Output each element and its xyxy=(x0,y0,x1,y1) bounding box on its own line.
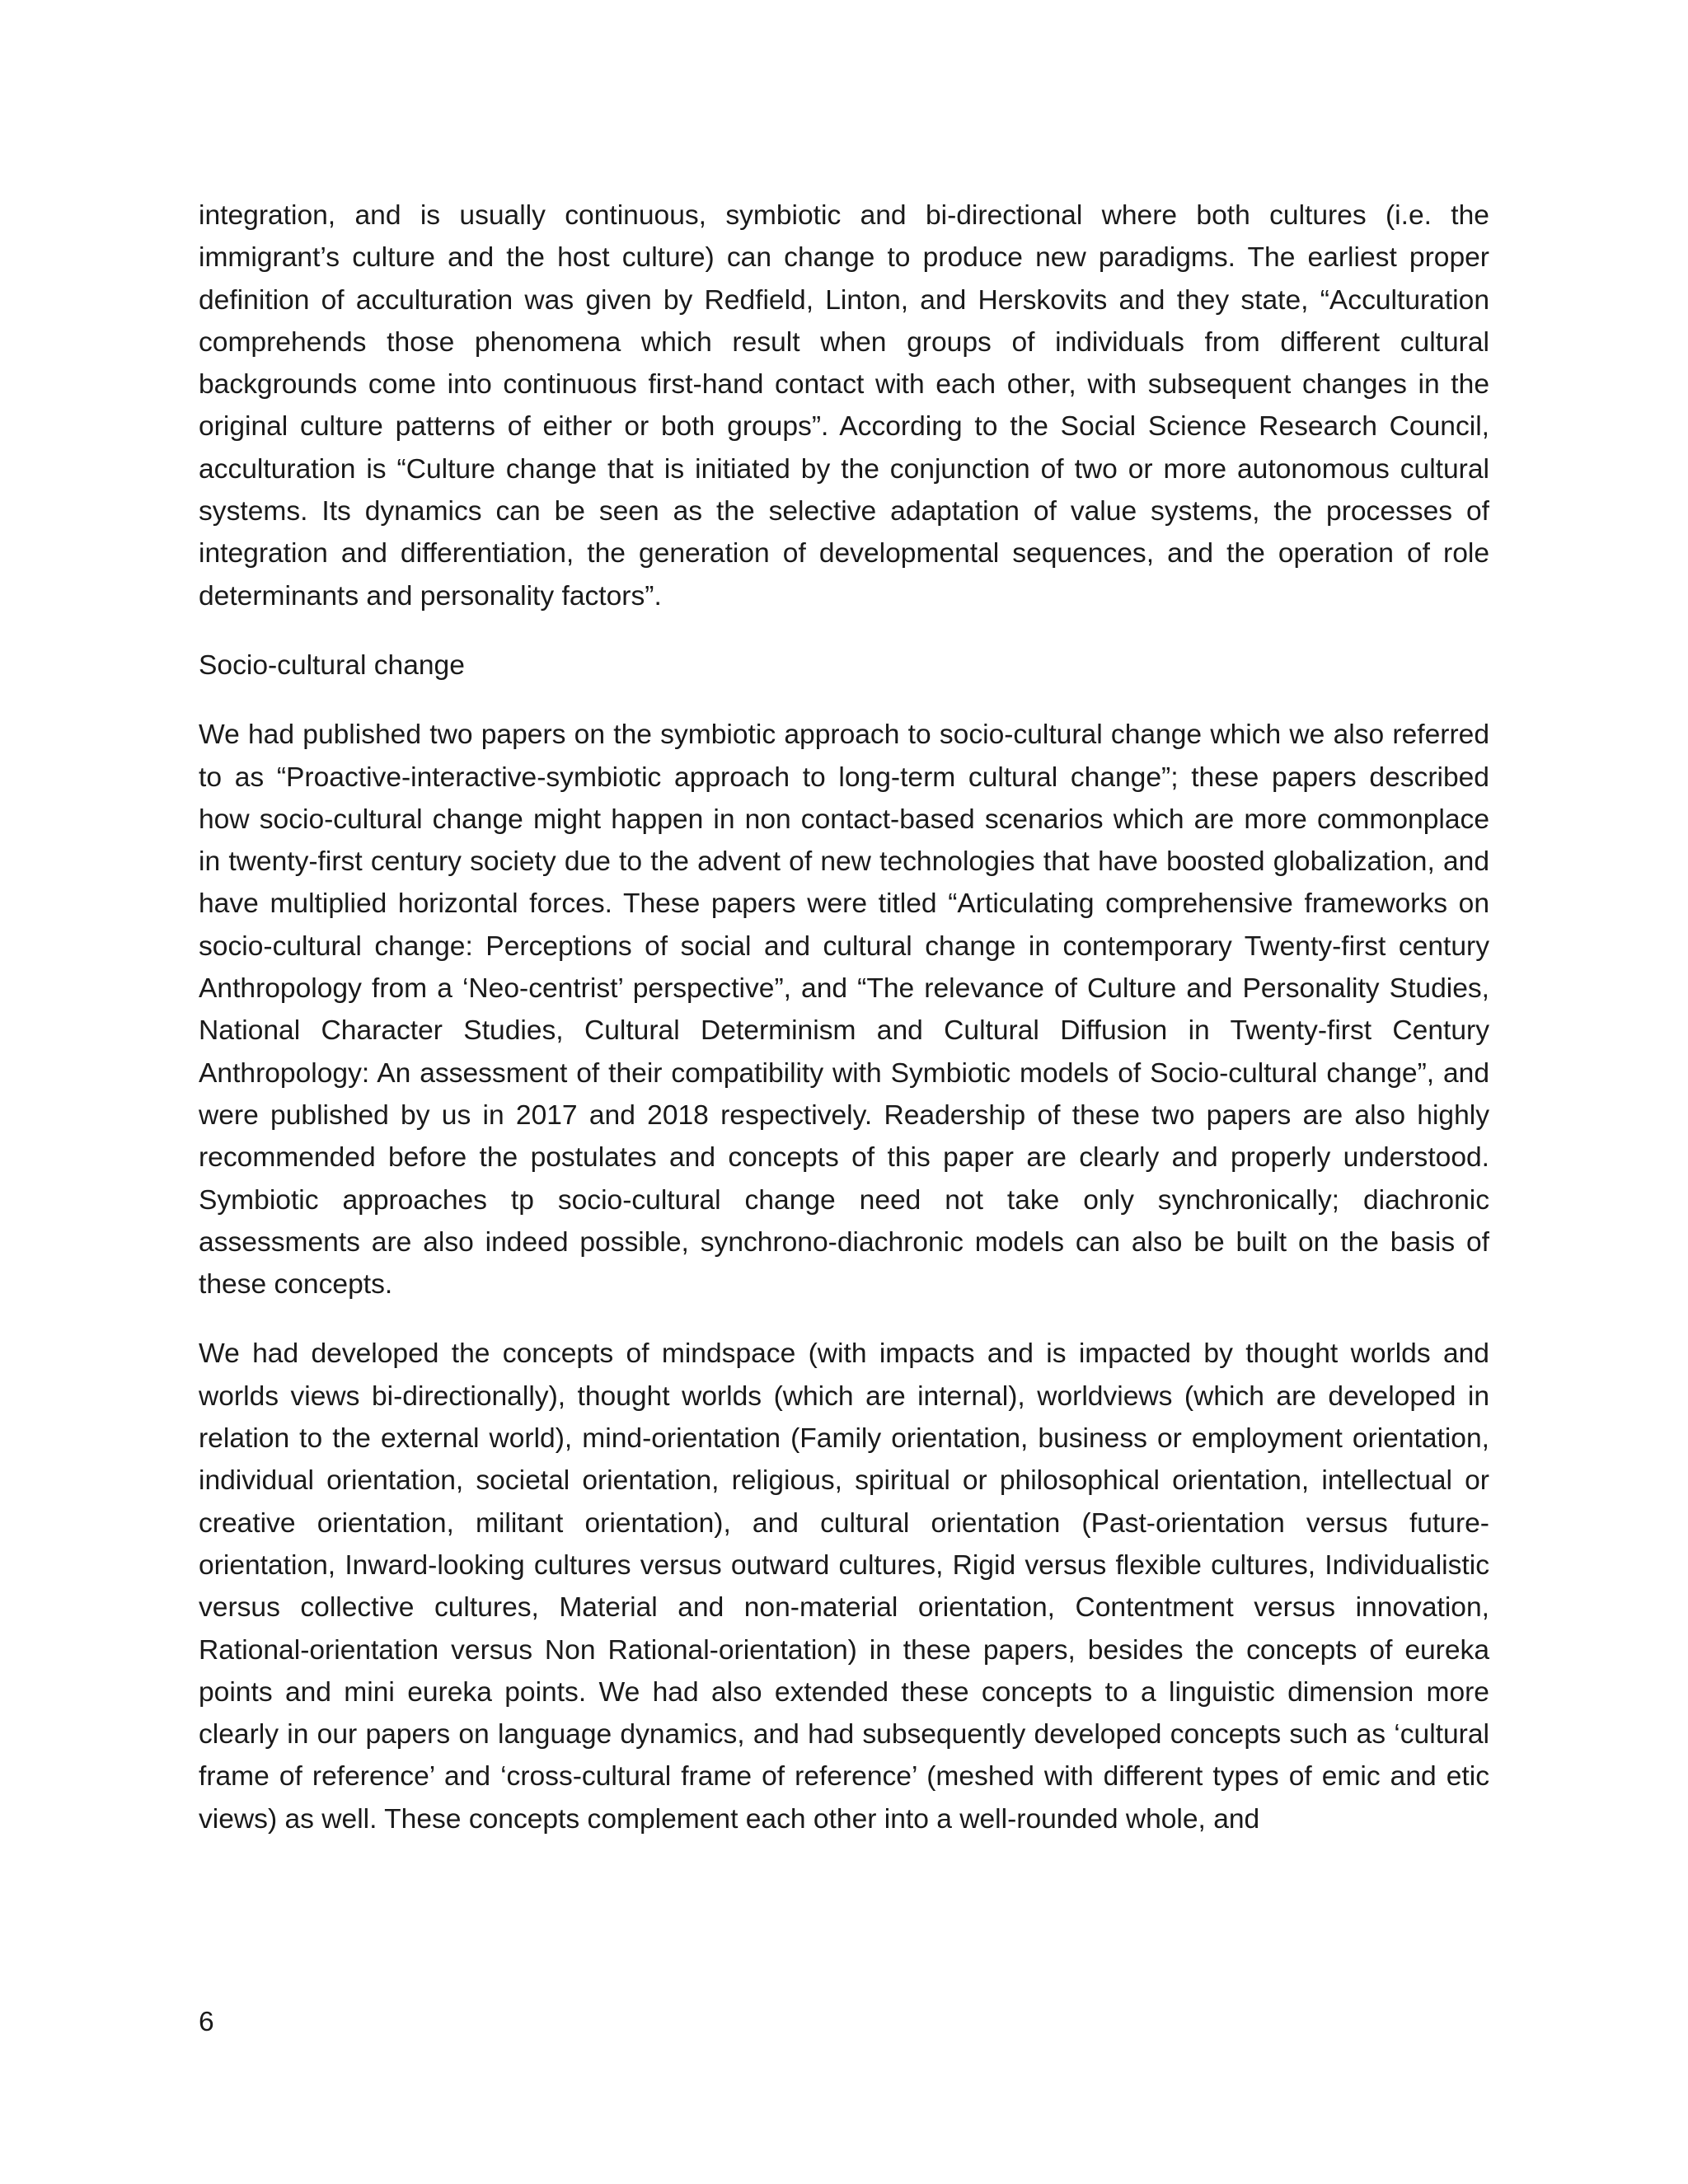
section-heading: Socio-cultural change xyxy=(199,649,465,681)
paragraph-mindspace-concepts: We had developed the concepts of mindspace (with impacts and is impacted by thought worlds and worlds views bi-directionally), thought worlds (which are internal), worldviews (which are developed in relation to the external world), mind-orientation (Family orientation, business or employment orientation, individual orientation, societal orientation, religious, spiritual or philosophical orientation, intellectual or creative orientation, militant orientation), and cultural orientation (Past-orientation versus future-orientation, Inward-looking cultures versus outward cultures, Rigid versus flexible cultures, Individualistic versus collective cultures, Material and non-material orientation, Contentment versus innovation, Rational-orientation versus Non Rational-orientation) in these papers, besides the concepts of eureka points and mini eureka points. We had also extended these concepts to a linguistic dimension more clearly in our papers on language dynamics, and had subsequently developed concepts such as ‘cultural frame of reference’ and ‘cross-cultural frame of reference’ (meshed with different types of emic and etic views) as well. These concepts complement each other into a well-rounded whole, and xyxy=(199,1338,1489,1835)
page-number: 6 xyxy=(199,2007,214,2037)
paragraph-symbiotic-approach: We had published two papers on the symbiotic approach to socio-cultural change which we also referred to as “Proactive-interactive-symbiotic approach to long-term cultural change”; these papers described how socio-cultural change might happen in non contact-based scenarios which are more commonplace in twenty-first century society due to the advent of new technologies that have boosted globalization, and have multiplied horizontal forces. These papers were titled “Articulating comprehensive frameworks on socio-cultural change: Perceptions of social and cultural change in contemporary Twenty-first century Anthropology from a ‘Neo-centrist’ perspective”, and “The relevance of Culture and Personality Studies, National Character Studies, Cultural Determinism and Cultural Diffusion in Twenty-first Century Anthropology: An assessment of their compatibility with Symbiotic models of Socio-cultural change”, and were published by us in 2017 and 2018 respectively. Readership of these two papers are also highly recommended before the postulates and concepts of this paper are clearly and properly understood. Symbiotic approaches tp socio-cultural change need not take only synchronically; diachronic assessments are also indeed possible, synchrono-diachronic models can also be built on the basis of these concepts. xyxy=(199,719,1489,1301)
body-text xyxy=(199,194,1489,1840)
paragraph-acculturation: integration, and is usually continuous, symbiotic and bi-directional where both cultures (i.e. the immigrant’s culture and the host culture) can change to produce new paradigms. The earliest proper definition of acculturation was given by Redfield, Linton, and Herskovits and they state, “Acculturation comprehends those phenomena which result when groups of individuals from different cultural backgrounds come into continuous first-hand contact with each other, with subsequent changes in the original culture patterns of either or both groups”. According to the Social Science Research Council, acculturation is “Culture change that is initiated by the conjunction of two or more autonomous cultural systems. Its dynamics can be seen as the selective adaptation of value systems, the processes of integration and differentiation, the generation of developmental sequences, and the operation of role determinants and personality factors”. xyxy=(199,200,1489,612)
